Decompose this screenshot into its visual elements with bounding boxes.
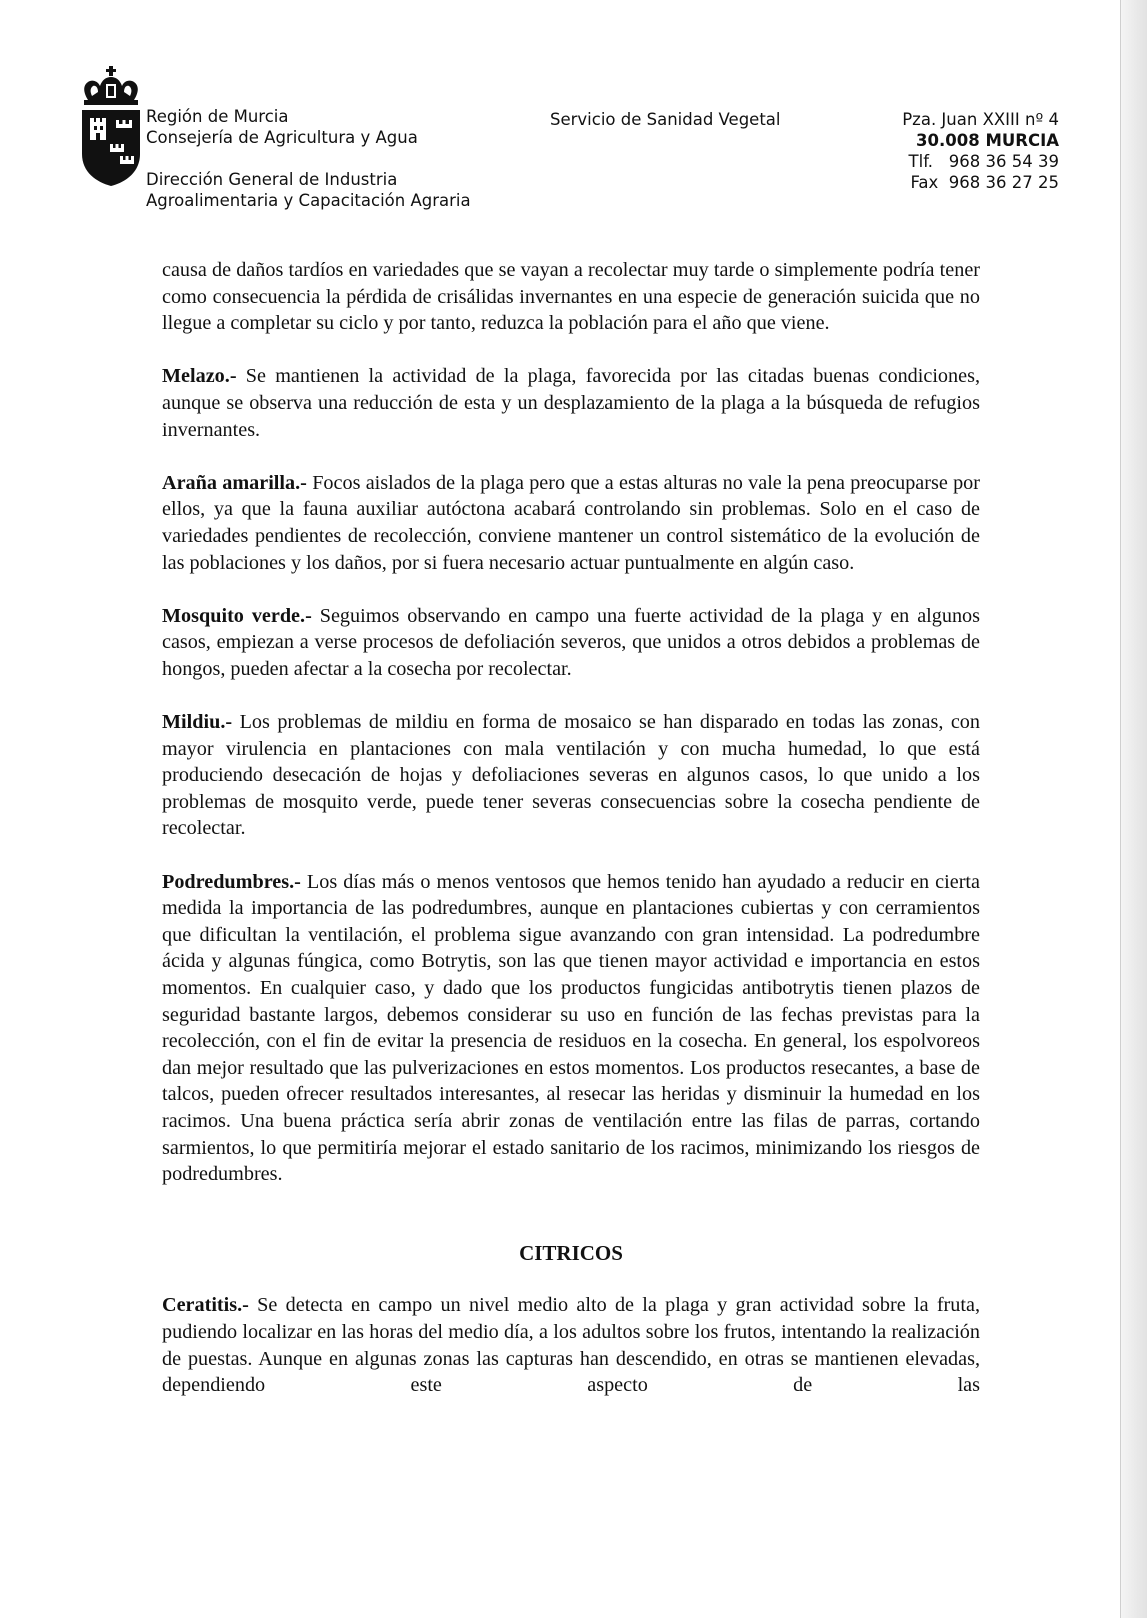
arana-text: Focos aislados de la plaga pero que a estas alturas no vale la pena preocuparse por ellos, ya que la fauna auxiliar autóctona acabará controlando sin problemas. Solo en el caso de variedades pendientes de recolección, conviene mantener un control sistemático de la evolución de las poblaciones y los daños, por si fuera necesario actuar puntualmente en algún caso.: [162, 471, 981, 574]
section-title-citricos: CITRICOS: [519, 1240, 623, 1265]
org-region: Región de Murcia: [146, 107, 289, 126]
address-block: [902, 109, 1059, 193]
mildiu-text: Los problemas de mildiu en forma de mosaico se han disparado en todas las zonas, con mayor virulencia en plantaciones con mala ventilación y con mucha humedad, lo que está produciendo desecación de hojas y defoliaciones severas en algunos casos, lo que unido a los problemas de mosquito verde, puede tener severas consecuencias sobre la cosecha pendiente de recolectar.: [162, 711, 980, 840]
intro-paragraph: causa de daños tardíos en variedades que se vayan a recolectar muy tarde o simplemente podría tener como consecuencia la pérdida de crisálidas invernantes en una especie de generación suicida que no llegue a completar su ciclo y por tanto, reduzca la población para el año que viene.: [162, 259, 980, 335]
arana-heading: Araña amarilla.-: [162, 471, 307, 494]
address-street: Pza. Juan XXIII nº 4: [902, 110, 1059, 129]
ceratitis-paragraph: [162, 1292, 980, 1398]
mosquito-text: Seguimos observando en campo una fuerte actividad de la plaga y en algunos casos, empiezan a verse procesos de defoliación severos, que unidos a otros debidos a problemas de hongos, pueden afectar a la cosecha por recolectar.: [162, 604, 980, 680]
podredumbres-text: Los días más o menos ventosos que hemos tenido han ayudado a reducir en cierta medida la importancia de las podredumbres, aunque en plantaciones cubiertas y con cerramientos que dificultan la ventilación, el problema sigue avanzando con gran intensidad. La podredumbre ácida y algunas fúngica, como Botrytis, son las que tienen mayor actividad e importancia en estos momentos. En cualquier caso, y dado que los productos fungicidas antibotrytis tienen plazos de seguridad bastante largos, debemos considerar su uso en función de las fechas previstas para la recolección, con el fin de evitar la presencia de residuos en la cosecha. En general, los espolvoreos dan mejor resultado que las pulverizaciones en estos momentos. Los productos resecantes, a base de talcos, pueden ofrecer resultados interesantes, al resecar las heridas y disminuir la humedad en los racimos. Una buena práctica sería abrir zonas de ventilación entre las filas de parras, cortando sarmientos, lo que permitiría mejorar el estado sanitario de los racimos, minimizando los riesgos de podredumbres.: [162, 870, 980, 1186]
document-body: [162, 257, 980, 1425]
melazo-heading: Melazo.-: [162, 365, 237, 388]
mosquito-heading: Mosquito verde.-: [162, 604, 312, 627]
page-edge: [1120, 0, 1147, 1618]
mildiu-heading: Mildiu.-: [162, 711, 233, 734]
fax-number: Fax 968 36 27 25: [910, 173, 1059, 192]
org-department: Consejería de Agricultura y Agua: [146, 128, 418, 147]
podredumbres-heading: Podredumbres.-: [162, 870, 301, 893]
ceratitis-text: Se detecta en campo un nivel medio alto de la plaga y gran actividad sobre la fruta, pudiendo localizar en las horas del medio día, a los adultos sobre los frutos, intentando la realización de puestas. Aunque en algunas zonas las capturas han descendido, en otras se mantienen elevadas, dependiendo este aspecto de las: [162, 1294, 980, 1397]
service-name: [550, 109, 781, 130]
service-label: Servicio de Sanidad Vegetal: [550, 110, 781, 129]
podredumbres-paragraph: [162, 869, 980, 1188]
melazo-paragraph: [162, 363, 980, 443]
mosquito-paragraph: [162, 603, 980, 683]
melazo-text: Se mantienen la actividad de la plaga, favorecida por las citadas buenas condiciones, aunque se observa una reducción de esta y un desplazamiento de la plaga a la búsqueda de refugios invernantes.: [162, 365, 980, 441]
org-directorate-line2: Agroalimentaria y Capacitación Agraria: [146, 191, 471, 210]
phone-number: Tlf. 968 36 54 39: [908, 152, 1059, 171]
arana-paragraph: [162, 470, 980, 576]
mildiu-paragraph: [162, 709, 980, 842]
region-crest-logo: [80, 66, 142, 188]
ceratitis-heading: Ceratitis.-: [162, 1294, 249, 1317]
address-city: 30.008 MURCIA: [916, 131, 1059, 150]
org-block: [146, 106, 471, 211]
org-directorate-line1: Dirección General de Industria: [146, 170, 398, 189]
